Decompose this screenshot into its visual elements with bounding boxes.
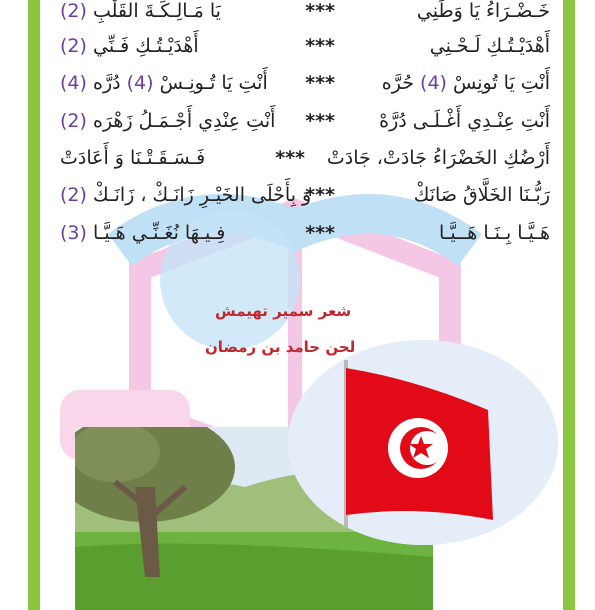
hemistich-right: أَهْدَيْـتُـكِ لَـحْـنِي [429,35,550,57]
hemistich-text: وَ بِأَحْلَى الخَيْـرِ زَانَـكْ ، زَانَـكْ [92,184,312,206]
poem-line-3 [60,72,550,102]
repeat-count: (4) [420,72,447,94]
repeat-count: (4) [60,72,87,94]
separator: *** [305,184,335,206]
hemistich-text: أَنْتِ يَا تُونِسْ [453,72,550,94]
separator: *** [305,35,335,57]
separator: *** [305,72,335,94]
hemistich-right: أَرْضُكِ الخَضْرَاءُ جَادَتْ، جَادَتْ [326,147,550,169]
hemistich-left [60,147,205,169]
poem-line-1 [60,0,550,30]
tunisia-flag-icon [288,340,558,545]
hemistich-text: حُرَّه [381,72,414,94]
page-border-right [563,0,575,610]
poem-line-4 [60,110,550,140]
flag-image [288,340,558,545]
hemistich-right: رَبُّـنَا الخَلَّاقُ صَانَكْ [413,184,550,206]
separator: *** [305,0,335,22]
hemistich-right: أَنْتِ عِنْـدِي أَغْـلَـى دُرَّهْ [379,110,550,132]
hemistich-left [60,72,268,94]
composer-credit: لحن حامد بن رمضان [205,338,356,356]
hemistich-text: فِـيـهَا نُغَـنِّـي هَـيَّـا [92,222,226,244]
poem-line-2 [60,35,550,65]
repeat-count: (3) [60,222,87,244]
hemistich-text: يَا مَـالِـكَـةَ القَلْبِ [92,0,221,22]
hemistich-text: دُرَّه [92,72,121,94]
hemistich-text: أَهْدَيْـتُـكِ فَـنِّي [92,35,199,57]
poem-line-6 [60,184,550,214]
hemistich-left [60,35,199,57]
repeat-count: (2) [60,35,87,57]
hemistich-left [60,184,311,206]
hemistich-left [60,110,275,132]
hemistich-left [60,222,225,244]
hemistich-text: أَنْتِ يَا تُـونِـسْ [159,72,268,94]
hemistich-right: خَـضْـرَاءُ يَا وَطَنِي [416,0,550,22]
repeat-count: (4) [126,72,154,94]
poet-credit: شعر سمير تهيمش [215,302,352,320]
hemistich-right [382,72,550,94]
separator: *** [305,110,335,132]
hemistich-right: هَـيَّـا بِـنَـا هَــيَّـا [439,222,550,244]
repeat-count: (2) [60,184,87,206]
hemistich-left [60,0,221,22]
separator: *** [305,222,335,244]
repeat-count: (2) [60,110,87,132]
poem-line-5 [60,147,550,177]
poem-line-7 [60,222,550,252]
hemistich-text: فَـسَـقَـتْـنَا وَ أَعَادَتْ [60,147,206,169]
page-border-left [28,0,40,610]
separator: *** [275,147,305,169]
hemistich-text: أَنْتِ عِنْدِي أَجْـمَـلُ زَهْرَه [92,110,276,132]
repeat-count: (2) [60,0,87,22]
